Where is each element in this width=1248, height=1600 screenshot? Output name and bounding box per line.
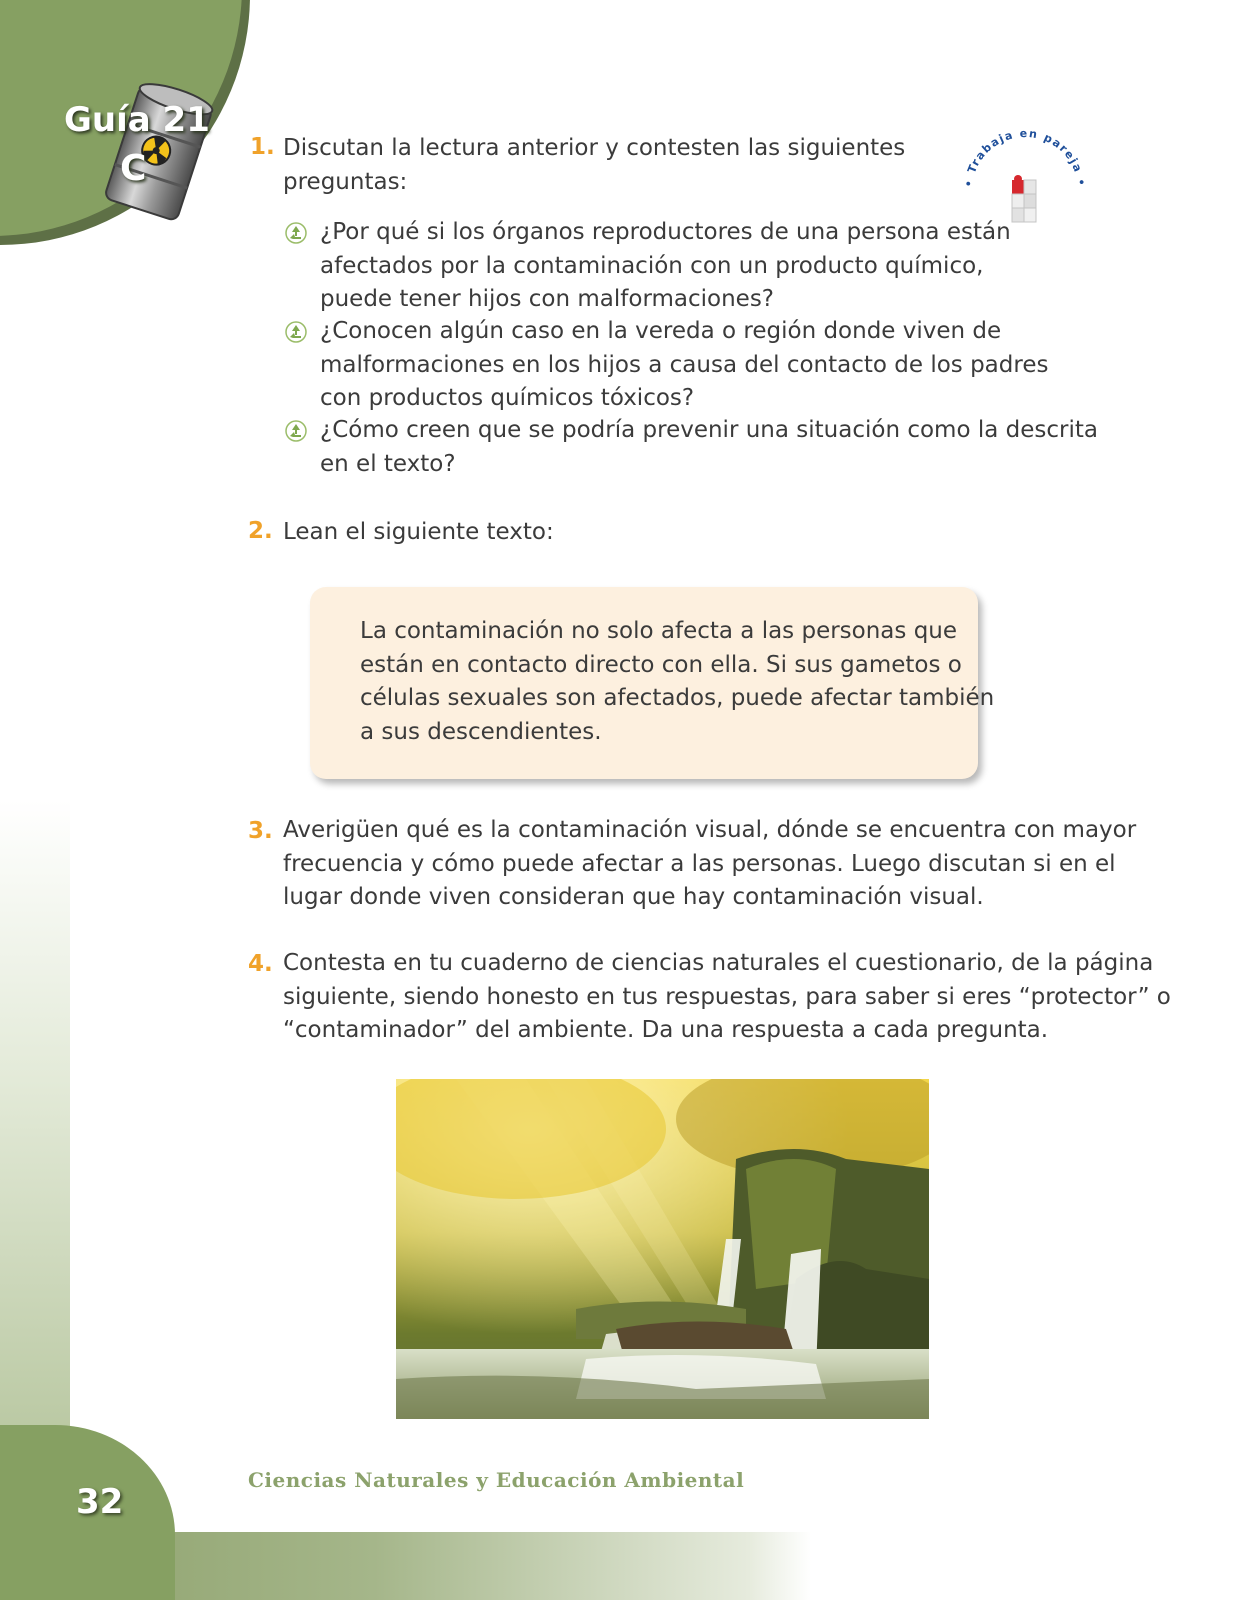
waterfall-photo bbox=[396, 1079, 929, 1419]
svg-text:• Trabaja en pareja • bbox=[962, 128, 1088, 188]
question-line: en el texto? bbox=[320, 450, 456, 477]
reading-line: están en contacto directo con ella. Si sus gametos o bbox=[360, 651, 962, 678]
badge-text: • Trabaja en pareja • bbox=[961, 128, 1089, 188]
item-1-line: preguntas: bbox=[283, 168, 408, 195]
reading-line: La contaminación no solo afecta a las personas que bbox=[360, 618, 958, 644]
item-3-line: lugar donde viven consideran que hay contaminación visual. bbox=[283, 884, 984, 910]
page-number: 32 bbox=[76, 1482, 124, 1522]
question-2 bbox=[320, 315, 1048, 416]
reading-line: a sus descendientes. bbox=[360, 718, 602, 745]
item-4-line: Contesta en tu cuaderno de ciencias naturales el cuestionario, de la página bbox=[283, 950, 1154, 976]
reading-text bbox=[360, 615, 994, 749]
question-line: con productos químicos tóxicos? bbox=[320, 385, 695, 411]
item-4-line: “contaminador” del ambiente. Da una respuesta a cada pregunta. bbox=[283, 1017, 1049, 1043]
bottom-decor-band bbox=[0, 1532, 1248, 1600]
item-1-line: Discutan la lectura anterior y contesten las siguientes bbox=[283, 135, 906, 161]
reading-line: células sexuales son afectados, puede afectar también bbox=[360, 685, 995, 711]
question-line: ¿Conocen algún caso en la vereda o región donde viven de bbox=[320, 318, 1002, 344]
item-2-text bbox=[283, 516, 554, 550]
recycle-icon bbox=[285, 321, 307, 343]
item-4-text bbox=[283, 947, 1171, 1048]
question-line: puede tener hijos con malformaciones? bbox=[320, 286, 775, 312]
item-3-line: frecuencia y cómo puede afectar a las personas. Luego discutan si en el bbox=[283, 850, 1116, 877]
recycle-icon bbox=[285, 420, 307, 442]
item-4-line: siguiente, siendo honesto en tus respuestas, para saber si eres “protector” o bbox=[283, 983, 1171, 1010]
question-line: afectados por la contaminación con un producto químico, bbox=[320, 252, 984, 279]
item-3-line: Averigüen qué es la contaminación visual, dónde se encuentra con mayor bbox=[283, 817, 1137, 843]
book-title: Ciencias Naturales y Educación Ambiental bbox=[248, 1468, 745, 1492]
question-line: ¿Cómo creen que se podría prevenir una situación como la descrita bbox=[320, 417, 1098, 443]
item-3-text bbox=[283, 814, 1136, 915]
item-2-number: 2. bbox=[248, 518, 273, 544]
guide-letter: C bbox=[120, 148, 147, 189]
question-line: malformaciones en los hijos a causa del contacto de los padres bbox=[320, 351, 1049, 378]
guide-title: Guía 21 bbox=[64, 100, 210, 140]
item-1-number: 1. bbox=[250, 134, 275, 160]
item-3-number: 3. bbox=[248, 818, 273, 844]
question-3 bbox=[320, 414, 1098, 481]
puzzle-pair-icon bbox=[1012, 175, 1036, 222]
item-2-line: Lean el siguiente texto: bbox=[283, 519, 554, 545]
item-1-text bbox=[283, 132, 905, 199]
recycle-icon bbox=[285, 222, 307, 244]
question-1 bbox=[320, 216, 1011, 317]
question-line: ¿Por qué si los órganos reproductores de una persona están bbox=[320, 219, 1011, 245]
item-4-number: 4. bbox=[248, 951, 273, 977]
